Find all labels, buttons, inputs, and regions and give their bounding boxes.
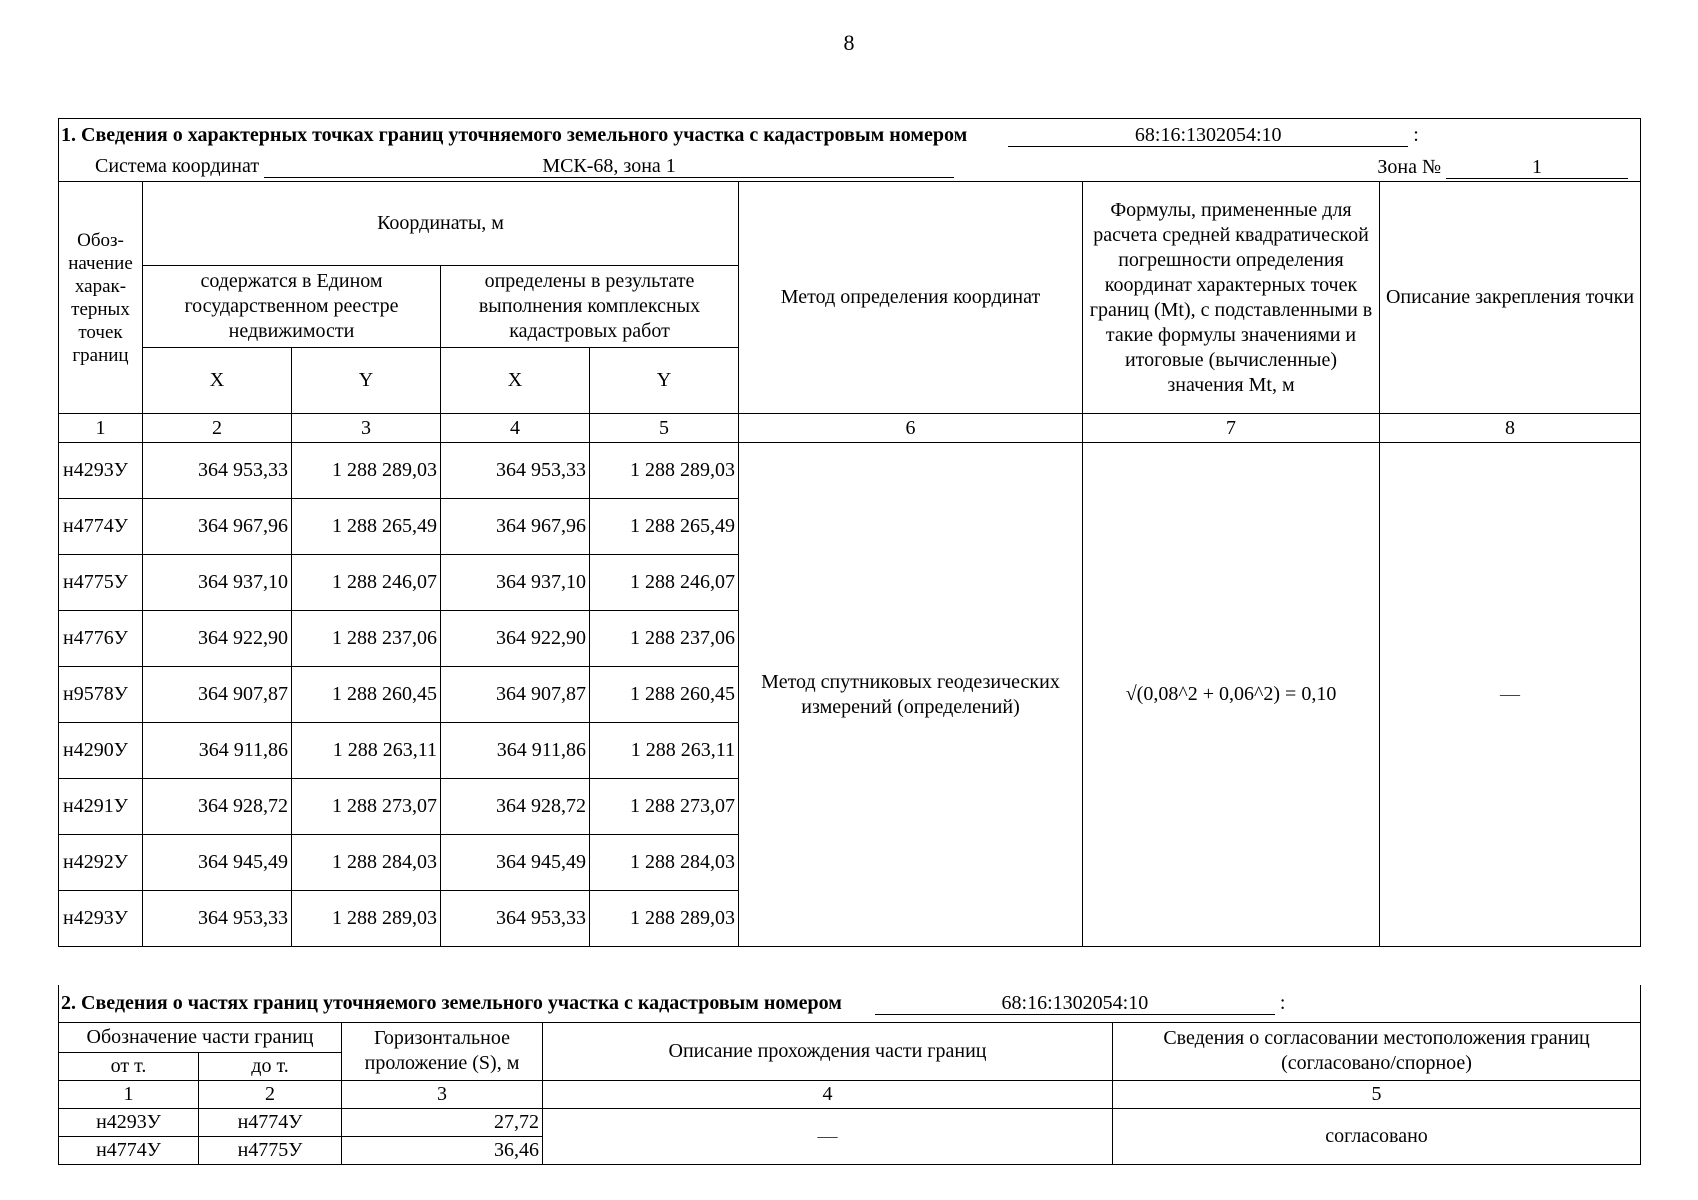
- coord-system-label: Система координат: [95, 154, 260, 177]
- point-id: н9578У: [59, 667, 143, 723]
- header-to: до т.: [199, 1052, 342, 1080]
- column-numbers-row: [59, 414, 1641, 443]
- header-y1: Y: [292, 348, 441, 414]
- determined-y: 1 288 289,03: [590, 443, 739, 499]
- col-number: 7: [1083, 414, 1380, 443]
- part-to: н4775У: [199, 1136, 342, 1164]
- col-number: 5: [590, 414, 739, 443]
- col-number: 3: [292, 414, 441, 443]
- header-horizontal: Горизонтальное проложение (S), м: [342, 1022, 543, 1080]
- coord-system-value: МСК-68, зона 1: [264, 155, 954, 178]
- registry-x: 364 945,49: [143, 835, 292, 891]
- determined-y: 1 288 237,06: [590, 611, 739, 667]
- boundary-points-table: [58, 118, 1641, 947]
- zone-value: 1: [1446, 156, 1628, 179]
- formula-value: √(0,08^2 + 0,06^2) = 0,10: [1083, 443, 1380, 947]
- header-formulas: Формулы, примененные для расчета средней квадратической погрешности определения координат характерных точек границ (Mt), с подставленными в такие формулы значениями и итоговые (вычисленные) значения Mt, м: [1083, 182, 1380, 414]
- registry-x: 364 937,10: [143, 555, 292, 611]
- header-designation: Обоз-начение харак-терных точек границ: [59, 182, 143, 414]
- col-number: 8: [1380, 414, 1641, 443]
- header-fixing: Описание закрепления точки: [1380, 182, 1641, 414]
- determined-y: 1 288 284,03: [590, 835, 739, 891]
- table-row: [59, 1108, 1641, 1136]
- registry-y: 1 288 289,03: [292, 891, 441, 947]
- determined-x: 364 967,96: [441, 499, 590, 555]
- point-id: н4776У: [59, 611, 143, 667]
- header-from: от т.: [59, 1052, 199, 1080]
- determined-x: 364 953,33: [441, 891, 590, 947]
- part-from: н4293У: [59, 1108, 199, 1136]
- col-number: 2: [199, 1080, 342, 1108]
- registry-x: 364 967,96: [143, 499, 292, 555]
- section2-cadastral-number: 68:16:1302054:10: [875, 992, 1275, 1015]
- section1-colon: :: [1413, 123, 1419, 146]
- fixing-value: —: [1380, 443, 1641, 947]
- header-determined: определены в результате выполнения комплексных кадастровых работ: [441, 266, 739, 348]
- col-number: 6: [739, 414, 1083, 443]
- header-x1: X: [143, 348, 292, 414]
- header-x2: X: [441, 348, 590, 414]
- point-id: н4774У: [59, 499, 143, 555]
- registry-y: 1 288 265,49: [292, 499, 441, 555]
- point-id: н4775У: [59, 555, 143, 611]
- section1-title-cell: [59, 119, 1641, 152]
- col-number: 4: [543, 1080, 1113, 1108]
- registry-y: 1 288 263,11: [292, 723, 441, 779]
- column-numbers-row: [59, 1080, 1641, 1108]
- method-value: Метод спутниковых геодезических измерений (определений): [739, 443, 1083, 947]
- section1-title: 1. Сведения о характерных точках границ уточняемого земельного участка с кадастровым номером: [61, 123, 968, 146]
- header-description: Описание прохождения части границ: [543, 1022, 1113, 1080]
- col-number: 1: [59, 414, 143, 443]
- boundary-parts-table: [58, 985, 1641, 1165]
- registry-y: 1 288 289,03: [292, 443, 441, 499]
- coord-system-cell: [59, 152, 1641, 182]
- col-number: 2: [143, 414, 292, 443]
- part-from: н4774У: [59, 1136, 199, 1164]
- part-description-value: —: [543, 1108, 1113, 1164]
- agreement-value: согласовано: [1113, 1108, 1641, 1164]
- registry-x: 364 922,90: [143, 611, 292, 667]
- section2-colon: :: [1279, 991, 1286, 1014]
- part-length: 36,46: [342, 1136, 543, 1164]
- determined-x: 364 928,72: [441, 779, 590, 835]
- section2-title-cell: [59, 985, 1641, 1022]
- determined-y: 1 288 246,07: [590, 555, 739, 611]
- point-id: н4290У: [59, 723, 143, 779]
- registry-y: 1 288 260,45: [292, 667, 441, 723]
- point-id: н4292У: [59, 835, 143, 891]
- header-method: Метод определения координат: [739, 182, 1083, 414]
- zone-label: Зона №: [1377, 155, 1442, 178]
- header-in-registry: содержатся в Едином государственном реестре недвижимости: [143, 266, 441, 348]
- part-length: 27,72: [342, 1108, 543, 1136]
- registry-x: 364 953,33: [143, 891, 292, 947]
- col-number: 1: [59, 1080, 199, 1108]
- col-number: 5: [1113, 1080, 1641, 1108]
- determined-x: 364 937,10: [441, 555, 590, 611]
- registry-x: 364 953,33: [143, 443, 292, 499]
- determined-x: 364 922,90: [441, 611, 590, 667]
- col-number: 4: [441, 414, 590, 443]
- col-number: 3: [342, 1080, 543, 1108]
- determined-x: 364 907,87: [441, 667, 590, 723]
- registry-y: 1 288 237,06: [292, 611, 441, 667]
- determined-x: 364 911,86: [441, 723, 590, 779]
- determined-y: 1 288 289,03: [590, 891, 739, 947]
- header-y2: Y: [590, 348, 739, 414]
- section1-cadastral-number: 68:16:1302054:10: [1008, 124, 1408, 147]
- header-coordinates: Координаты, м: [143, 182, 739, 266]
- determined-y: 1 288 263,11: [590, 723, 739, 779]
- determined-y: 1 288 265,49: [590, 499, 739, 555]
- registry-x: 364 911,86: [143, 723, 292, 779]
- registry-y: 1 288 246,07: [292, 555, 441, 611]
- determined-y: 1 288 260,45: [590, 667, 739, 723]
- registry-y: 1 288 284,03: [292, 835, 441, 891]
- registry-x: 364 907,87: [143, 667, 292, 723]
- table-row: [59, 443, 1641, 499]
- point-id: н4291У: [59, 779, 143, 835]
- section2-title: 2. Сведения о частях границ уточняемого земельного участка с кадастровым номером: [61, 991, 842, 1014]
- header-agreement: Сведения о согласовании местоположения границ (согласовано/спорное): [1113, 1022, 1641, 1080]
- page-number: 8: [843, 30, 855, 55]
- determined-x: 364 945,49: [441, 835, 590, 891]
- part-to: н4774У: [199, 1108, 342, 1136]
- header-part-designation: Обозначение части границ: [59, 1022, 342, 1052]
- registry-x: 364 928,72: [143, 779, 292, 835]
- registry-y: 1 288 273,07: [292, 779, 441, 835]
- determined-y: 1 288 273,07: [590, 779, 739, 835]
- point-id: н4293У: [59, 443, 143, 499]
- point-id: н4293У: [59, 891, 143, 947]
- determined-x: 364 953,33: [441, 443, 590, 499]
